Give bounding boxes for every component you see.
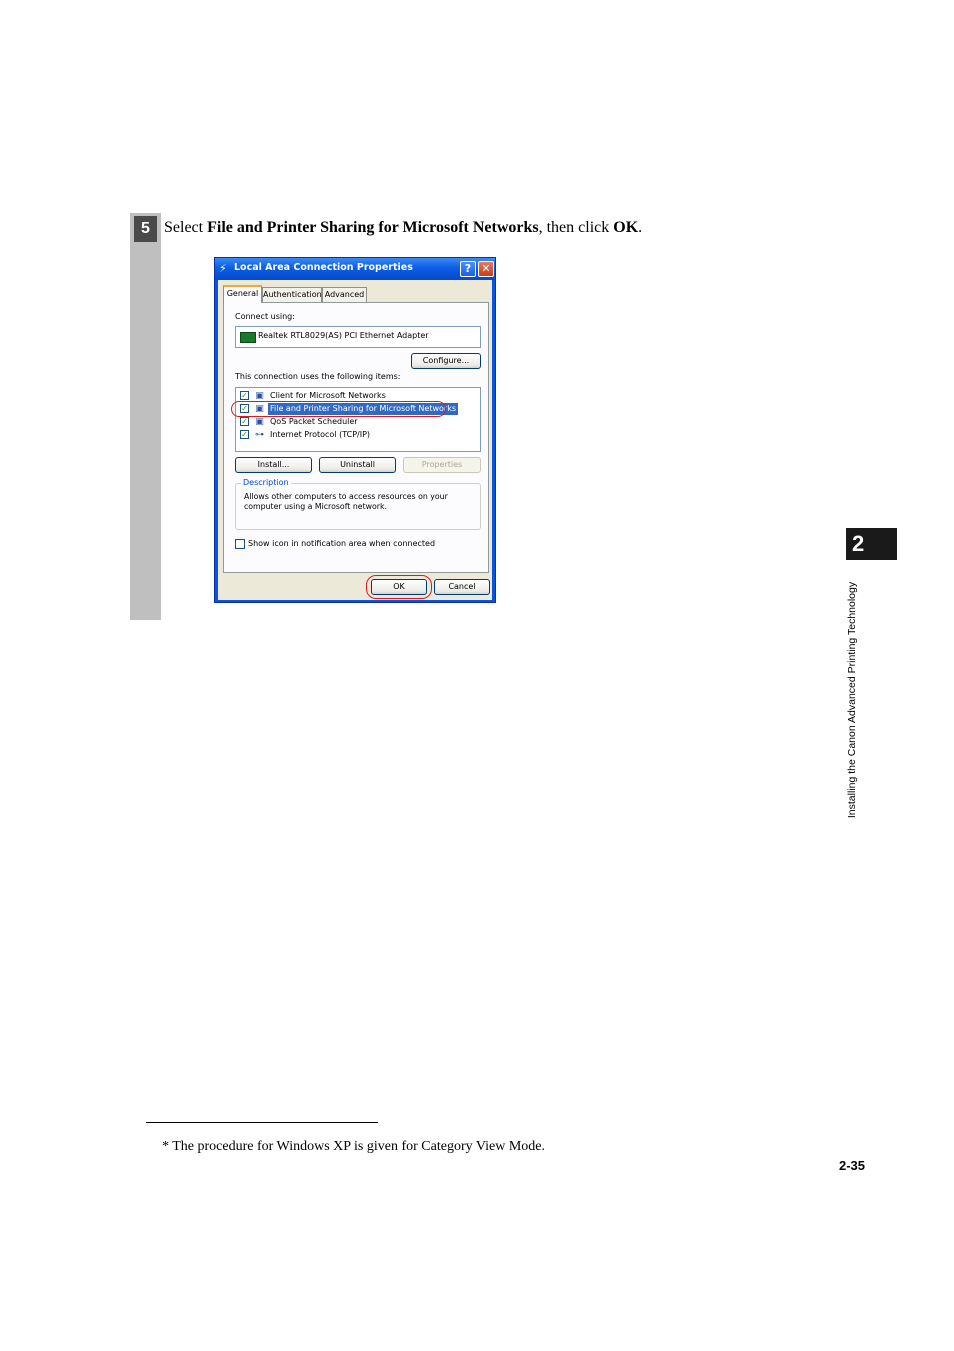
items-label: This connection uses the following items: [235, 372, 401, 381]
show-icon-label: Show icon in notification area when connected [248, 539, 436, 548]
general-tab-panel [223, 302, 489, 573]
help-button[interactable]: ? [460, 261, 476, 277]
description-text: Allows other computers to access resources on your computer using a Microsoft network. [244, 492, 448, 511]
network-protocol-icon: ⊶ [255, 430, 264, 440]
ok-button[interactable]: OK [371, 579, 427, 595]
list-item-label: Client for Microsoft Networks [270, 391, 386, 400]
step-text-bold-ok: OK [613, 219, 639, 236]
adapter-field [235, 326, 481, 348]
close-button[interactable]: ✕ [478, 261, 494, 277]
step-bar [130, 213, 161, 620]
tab-authentication[interactable]: Authentication [262, 287, 322, 302]
connect-using-label: Connect using: [235, 312, 295, 321]
step-text-prefix: Select [164, 219, 208, 236]
step-instruction [164, 218, 642, 238]
network-service-icon: ▣ [255, 417, 264, 427]
checkbox-client[interactable]: ✓ [241, 391, 248, 400]
highlight-ring-ok [366, 575, 432, 599]
configure-button[interactable]: Configure... [411, 353, 481, 369]
dialog-title: Local Area Connection Properties [234, 262, 413, 273]
step-number: 5 [134, 216, 157, 242]
description-title: Description [243, 478, 289, 487]
list-item-label: QoS Packet Scheduler [270, 417, 358, 426]
list-item-label: Internet Protocol (TCP/IP) [270, 430, 371, 439]
list-item-qos[interactable] [240, 416, 476, 428]
tab-advanced[interactable]: Advanced [322, 287, 367, 302]
network-card-icon [240, 332, 256, 343]
chapter-tab: 2 [846, 528, 897, 560]
dialog-titlebar[interactable] [215, 258, 495, 280]
install-button[interactable]: Install... [235, 457, 312, 473]
adapter-name: Realtek RTL8029(AS) PCI Ethernet Adapter [258, 331, 429, 340]
checkbox-tcpip[interactable]: ✓ [241, 430, 248, 439]
properties-button[interactable]: Properties [403, 457, 481, 473]
tab-general[interactable]: General [223, 285, 262, 303]
step-text-suffix: . [638, 219, 643, 236]
highlight-ring-selected-item [231, 401, 446, 417]
network-connection-icon: ⚡ [219, 262, 227, 275]
footnote-divider [146, 1122, 378, 1123]
footnote: * The procedure for Windows XP is given for Category View Mode. [162, 1139, 546, 1154]
description-group [235, 478, 481, 530]
list-item-label: File and Printer Sharing for Microsoft Networks [270, 404, 456, 413]
components-list [235, 387, 481, 452]
list-item-tcpip[interactable] [240, 429, 476, 441]
checkbox-file-printer-sharing[interactable]: ✓ [241, 404, 248, 413]
cancel-button[interactable]: Cancel [434, 579, 490, 595]
dialog-client-area [218, 280, 492, 600]
chapter-title: Installing the Canon Advanced Printing Technology [846, 581, 858, 819]
network-client-icon: ▣ [255, 391, 264, 401]
step-text-middle: , then click [538, 219, 614, 236]
network-service-icon: ▣ [255, 404, 264, 414]
uninstall-button[interactable]: Uninstall [319, 457, 396, 473]
page-number: 2-35 [839, 1158, 866, 1173]
properties-dialog [214, 257, 496, 603]
step-text-bold-item: File and Printer Sharing for Microsoft Networks [207, 219, 539, 236]
checkbox-qos[interactable]: ✓ [241, 417, 248, 426]
show-icon-checkbox[interactable] [235, 539, 245, 549]
